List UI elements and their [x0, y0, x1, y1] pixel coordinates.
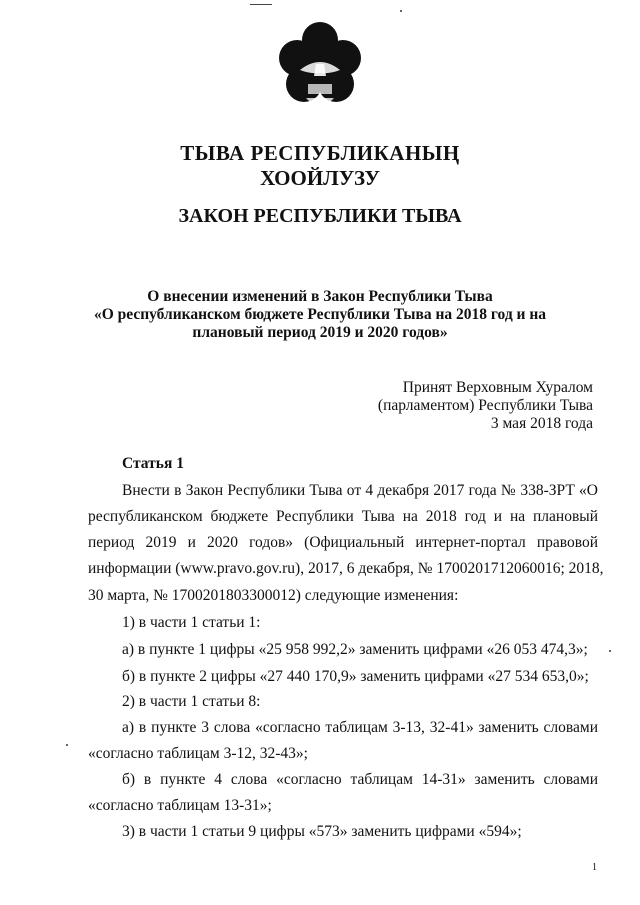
header-tuvan-line2: ХООЙЛУЗУ — [260, 166, 380, 190]
adoption-line1: Принят Верховным Хуралом — [402, 379, 593, 396]
coat-of-arms-emblem — [270, 18, 370, 118]
law-title-block — [70, 288, 570, 342]
body-line: Внести в Закон Республики Тыва от 4 декабря 2017 года № 338-ЗРТ «О — [122, 482, 598, 499]
adoption-line2: (парламентом) Республики Тыва — [377, 397, 593, 414]
scan-speck — [66, 744, 68, 746]
scan-speck — [400, 10, 402, 12]
header-tuvan-line1: ТЫВА РЕСПУБЛИКАНЫҢ — [180, 141, 460, 165]
body-line: 30 марта, № 1700201803300012) следующие изменения: — [88, 587, 459, 604]
article-heading: Статья 1 — [122, 455, 184, 472]
list-item: а) в пункте 3 слова «согласно таблицам 3-13, 32-41» заменить словами — [122, 719, 598, 736]
adoption-block — [333, 379, 593, 433]
scan-speck — [609, 650, 611, 652]
body-line: период 2019 и 2020 годов» (Официальный интернет-портал правовой — [88, 534, 598, 551]
page-number: 1 — [592, 862, 597, 873]
law-title-line1: О внесении изменений в Закон Республики Тыва — [147, 288, 493, 305]
law-title-line2: «О республиканском бюджете Республики Тыва на 2018 год и на — [93, 306, 547, 323]
list-item: б) в пункте 2 цифры «27 440 170,9» заменить цифрами «27 534 653,0»; — [122, 668, 589, 685]
list-item: б) в пункте 4 слова «согласно таблицам 14-31» заменить словами — [122, 771, 598, 788]
adoption-date: 3 мая 2018 года — [490, 415, 593, 432]
list-item: 3) в части 1 статьи 9 цифры «573» заменить цифрами «594»; — [122, 823, 522, 840]
scan-mark — [250, 4, 272, 5]
list-item: а) в пункте 1 цифры «25 958 992,2» заменить цифрами «26 053 474,3»; — [122, 641, 588, 658]
list-item: 1) в части 1 статьи 1: — [122, 614, 261, 631]
body-line: республиканском бюджете Республики Тыва на 2018 год и на плановый — [88, 508, 598, 525]
list-item-continuation: «согласно таблицам 3-12, 32-43»; — [88, 745, 308, 762]
header-law-title: ЗАКОН РЕСПУБЛИКИ ТЫВА — [178, 205, 462, 227]
body-line: информации (www.pravo.gov.ru), 2017, 6 декабря, № 1700201712060016; 2018, — [88, 560, 604, 577]
list-item-continuation: «согласно таблицам 13-31»; — [88, 797, 272, 814]
law-title-line3: плановый период 2019 и 2020 годов» — [192, 324, 448, 341]
list-item: 2) в части 1 статьи 8: — [122, 693, 261, 710]
